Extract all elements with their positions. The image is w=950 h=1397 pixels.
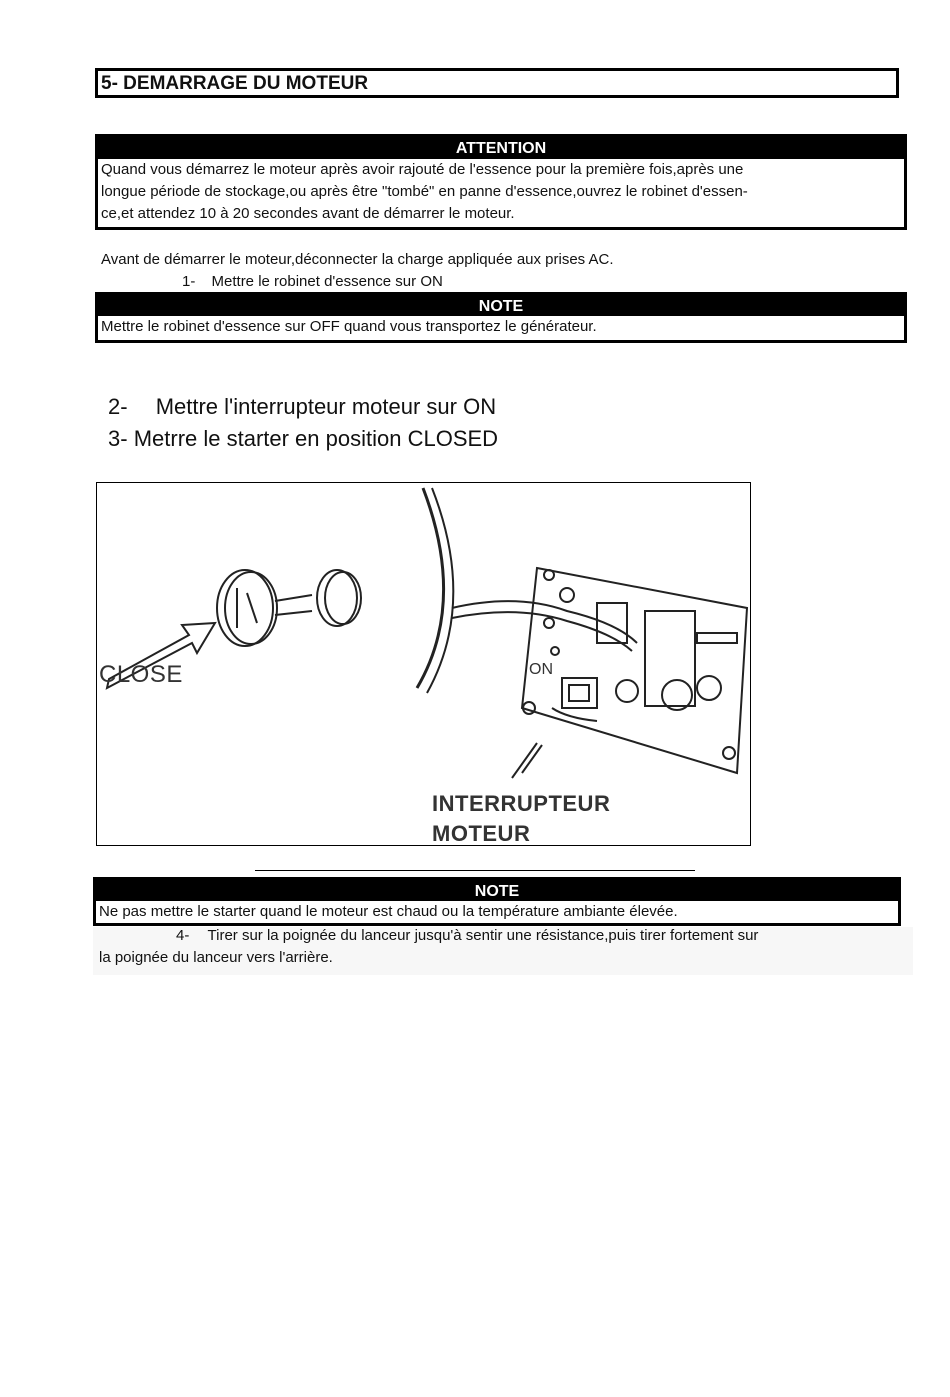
step-1 — [182, 271, 443, 293]
note-1-heading: NOTE — [98, 295, 904, 316]
step-4-text-line-2: la poignée du lanceur vers l'arrière. — [99, 949, 333, 966]
step-4-number: 4- — [176, 927, 190, 944]
step-3-text: Metrre le starter en position CLOSED — [133, 426, 499, 451]
panel-knob-left — [616, 680, 638, 702]
step-2-number: 2- — [108, 394, 128, 419]
note-2-text: Ne pas mettre le starter quand le moteur est chaud ou la température ambiante élevée. — [99, 903, 678, 920]
step-2 — [108, 391, 496, 423]
starter-figure — [96, 482, 751, 846]
section-title: 5- DEMARRAGE DU MOTEUR — [95, 68, 899, 98]
attention-box — [95, 134, 907, 230]
separator-rule — [255, 870, 695, 871]
note-box-1 — [95, 292, 907, 343]
step-3-number: 3- — [108, 426, 128, 451]
note-box-2 — [93, 877, 901, 926]
housing-curve — [417, 488, 444, 688]
on-label: ON — [529, 661, 553, 678]
note-2-heading: NOTE — [96, 880, 898, 901]
attention-line-1: Quand vous démarrez le moteur après avoir rajouté de l'essence pour la première fois,après une — [101, 161, 744, 178]
step-4 — [176, 925, 758, 947]
switch-pointer — [512, 743, 542, 778]
step-2-text: Mettre l'interrupteur moteur sur ON — [155, 394, 497, 419]
starter-illustration — [97, 483, 750, 845]
switch-label-line-2: MOTEUR — [432, 821, 531, 846]
engine-switch — [562, 678, 597, 708]
step-1-text: Mettre le robinet d'essence sur ON — [211, 273, 443, 290]
control-panel — [522, 568, 747, 773]
starter-base — [317, 570, 357, 626]
attention-heading: ATTENTION — [98, 137, 904, 159]
switch-label-line-1: INTERRUPTEUR — [432, 791, 611, 816]
step-3 — [108, 423, 498, 455]
step-1-number: 1- — [182, 273, 196, 290]
panel-outlet-area — [645, 611, 695, 706]
attention-line-2: longue période de stockage,ou après être "tombé" en panne d'essence,ouvrez le robinet d'essen- — [101, 183, 748, 200]
close-label: CLOSE — [99, 661, 183, 688]
note-1-text: Mettre le robinet d'essence sur OFF quand vous transportez le générateur. — [101, 318, 597, 335]
step-4-text-line-1: Tirer sur la poignée du lanceur jusqu'à sentir une résistance,puis tirer fortement sur — [207, 927, 759, 944]
intro-text: Avant de démarrer le moteur,déconnecter la charge appliquée aux prises AC. — [101, 251, 614, 268]
attention-line-3: ce,et attendez 10 à 20 secondes avant de démarrer le moteur. — [101, 205, 515, 222]
